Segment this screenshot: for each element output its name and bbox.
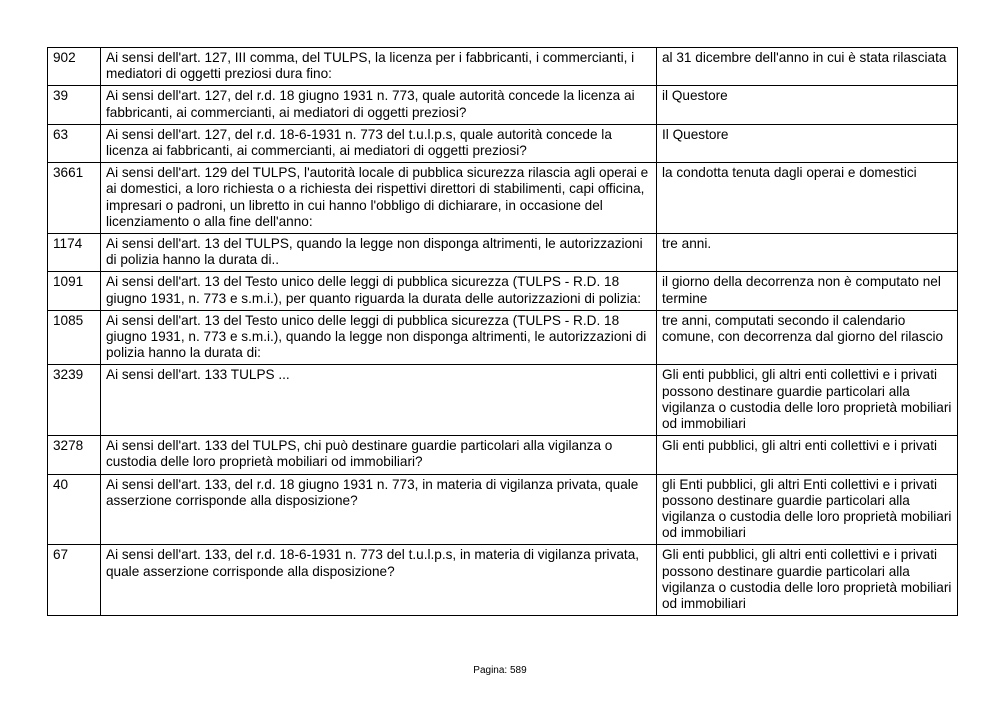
question-text-cell: Ai sensi dell'art. 133 TULPS ...	[101, 365, 657, 436]
answer-text-cell: Il Questore	[657, 124, 958, 162]
question-text-cell: Ai sensi dell'art. 13 del Testo unico delle leggi di pubblica sicurezza (TULPS - R.D. 18 giugno 1931, n. 773 e s.m.i.), per quanto riguarda la durata delle autorizzazioni di polizia:	[101, 272, 657, 310]
answer-text-cell: tre anni.	[657, 234, 958, 272]
question-id-cell: 1174	[48, 234, 101, 272]
question-id-cell: 902	[48, 48, 101, 86]
table-row	[48, 474, 958, 545]
question-text-cell: Ai sensi dell'art. 127, del r.d. 18-6-1931 n. 773 del t.u.l.p.s, quale autorità concede la licenza ai fabbricanti, ai commercianti, ai mediatori di oggetti preziosi?	[101, 124, 657, 162]
answer-text-cell: Gli enti pubblici, gli altri enti collettivi e i privati possono destinare guardie particolari alla vigilanza o custodia delle loro proprietà mobiliari od immobiliari	[657, 545, 958, 616]
question-text-cell: Ai sensi dell'art. 133, del r.d. 18 giugno 1931 n. 773, in materia di vigilanza privata, quale asserzione corrisponde alla disposizione?	[101, 474, 657, 545]
questions-table	[47, 47, 958, 616]
questions-table-body	[48, 48, 958, 616]
table-row	[48, 545, 958, 616]
question-text-cell: Ai sensi dell'art. 127, del r.d. 18 giugno 1931 n. 773, quale autorità concede la licenza ai fabbricanti, ai commercianti, ai mediatori di oggetti preziosi?	[101, 86, 657, 124]
question-text-cell: Ai sensi dell'art. 133, del r.d. 18-6-1931 n. 773 del t.u.l.p.s, in materia di vigilanza privata, quale asserzione corrisponde alla disposizione?	[101, 545, 657, 616]
table-row	[48, 436, 958, 474]
question-id-cell: 40	[48, 474, 101, 545]
table-row	[48, 365, 958, 436]
answer-text-cell: la condotta tenuta dagli operai e domestici	[657, 163, 958, 234]
answer-text-cell: Gli enti pubblici, gli altri enti collettivi e i privati	[657, 436, 958, 474]
table-row	[48, 48, 958, 86]
question-text-cell: Ai sensi dell'art. 129 del TULPS, l'autorità locale di pubblica sicurezza rilascia agli operai e ai domestici, a loro richiesta o a richiesta dei rispettivi direttori di stabilimenti, capi officina, impresari o padroni, un libretto in cui hanno l'obbligo di dichiarare, in occasione del licenziamento o alla fine dell'anno:	[101, 163, 657, 234]
table-row	[48, 86, 958, 124]
answer-text-cell: al 31 dicembre dell'anno in cui è stata rilasciata	[657, 48, 958, 86]
answer-text-cell: tre anni, computati secondo il calendario comune, con decorrenza dal giorno del rilascio	[657, 310, 958, 365]
question-id-cell: 63	[48, 124, 101, 162]
answer-text-cell: il Questore	[657, 86, 958, 124]
question-id-cell: 1085	[48, 310, 101, 365]
question-id-cell: 3661	[48, 163, 101, 234]
answer-text-cell: il giorno della decorrenza non è computato nel termine	[657, 272, 958, 310]
table-row	[48, 272, 958, 310]
answer-text-cell: Gli enti pubblici, gli altri enti collettivi e i privati possono destinare guardie particolari alla vigilanza o custodia delle loro proprietà mobiliari od immobiliari	[657, 365, 958, 436]
answer-text-cell: gli Enti pubblici, gli altri Enti collettivi e i privati possono destinare guardie particolari alla vigilanza o custodia delle loro proprietà mobiliari od immobiliari	[657, 474, 958, 545]
question-text-cell: Ai sensi dell'art. 127, III comma, del TULPS, la licenza per i fabbricanti, i commercianti, i mediatori di oggetti preziosi dura fino:	[101, 48, 657, 86]
question-text-cell: Ai sensi dell'art. 13 del TULPS, quando la legge non disponga altrimenti, le autorizzazioni di polizia hanno la durata di..	[101, 234, 657, 272]
page-number: Pagina: 589	[473, 665, 527, 676]
question-text-cell: Ai sensi dell'art. 133 del TULPS, chi può destinare guardie particolari alla vigilanza o custodia delle loro proprietà mobiliari od immobiliari?	[101, 436, 657, 474]
question-id-cell: 39	[48, 86, 101, 124]
question-id-cell: 67	[48, 545, 101, 616]
question-id-cell: 1091	[48, 272, 101, 310]
table-row	[48, 163, 958, 234]
question-id-cell: 3278	[48, 436, 101, 474]
question-id-cell: 3239	[48, 365, 101, 436]
table-row	[48, 234, 958, 272]
table-row	[48, 124, 958, 162]
table-row	[48, 310, 958, 365]
question-text-cell: Ai sensi dell'art. 13 del Testo unico delle leggi di pubblica sicurezza (TULPS - R.D. 18 giugno 1931, n. 773 e s.m.i.), quando la legge non disponga altrimenti, le autorizzazioni di polizia hanno la durata di:	[101, 310, 657, 365]
